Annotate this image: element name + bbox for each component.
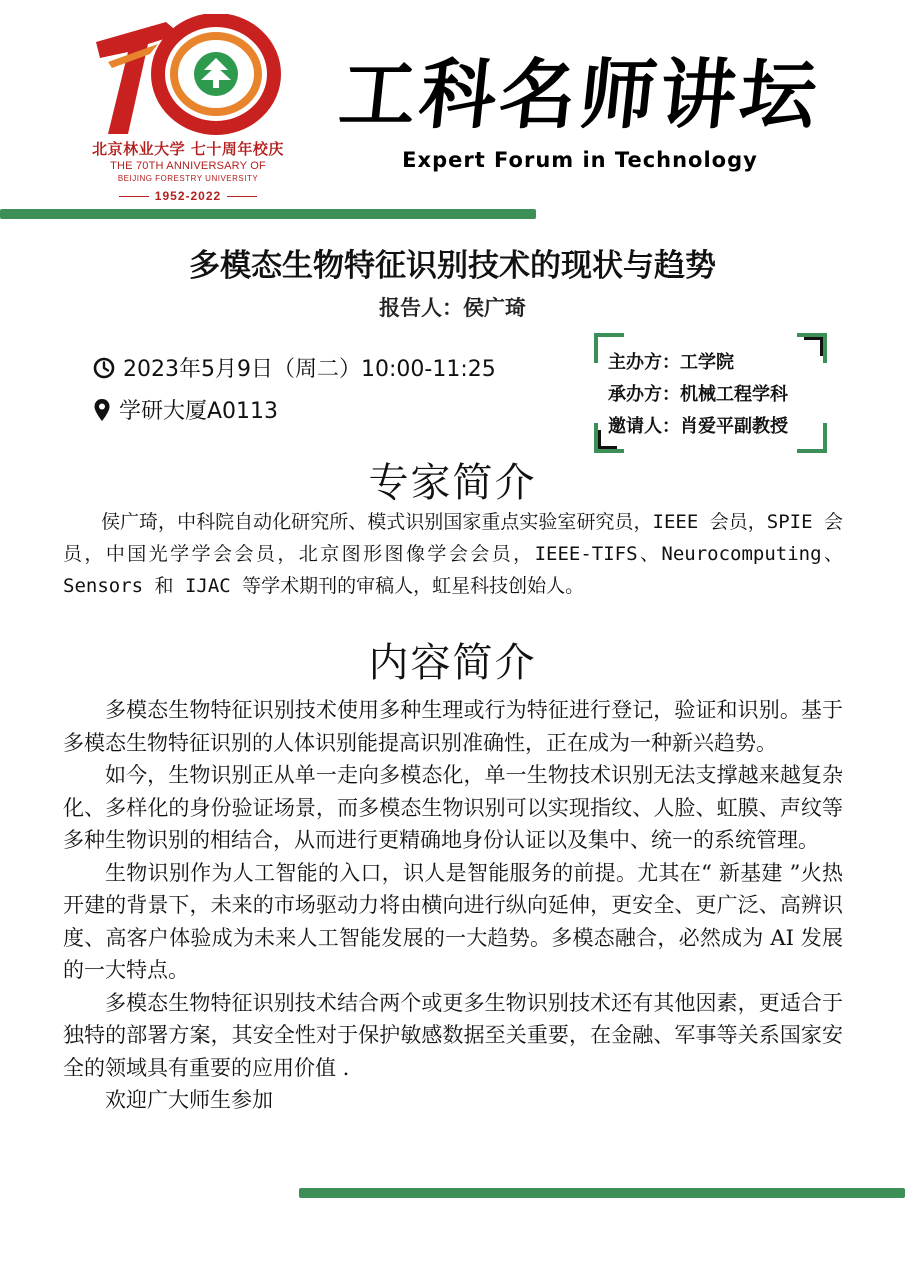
speaker: 报告人：侯广琦 — [379, 296, 526, 320]
organizer-host: 主办方：工学院 — [608, 352, 734, 373]
content-paragraph: 生物识别作为人工智能的入口，识人是智能服务的前提。尤其在“ 新基建 ”火热开建的背景下，未来的市场驱动力将由横向进行纵向延伸，更安全、更广泛、高辨识度、高客户体验成为未来人工智能发展的一大趋势。多模态融合，必然成为 AI 发展的一大特点。 — [63, 860, 843, 982]
frame-corner-inner — [804, 337, 823, 356]
logo-caption-en-1: THE 70TH ANNIVERSARY OF — [110, 160, 266, 172]
organizer-inviter: 邀请人：肖爱平副教授 — [608, 416, 788, 437]
expert-section-heading: 专家简介 — [368, 460, 537, 506]
frame-corner — [797, 423, 827, 453]
welcome-line: 欢迎广大师生参加 — [105, 1088, 273, 1112]
talk-title: 多模态生物特征识别技术的现状与趋势 — [189, 248, 716, 284]
location-line — [93, 394, 278, 425]
content-body — [63, 694, 843, 1117]
location-pin-icon — [93, 398, 111, 422]
forum-title-chinese: 工科名师讲坛 — [335, 50, 825, 139]
content-paragraph: 如今，生物识别正从单一走向多模态化，单一生物技术识别无法支撑越来越复杂化、多样化的身份验证场景，而多模态生物识别可以实现指纹、人脸、虹膜、声纹等多种生物识别的相结合，从而进行更精确地身份认证以及集中、统一的系统管理。 — [63, 763, 843, 852]
clock-icon — [93, 357, 115, 379]
expert-bio: 侯广琦，中科院自动化研究所、模式识别国家重点实验室研究员，IEEE 会员，SPIE 会员，中国光学学会会员，北京图形图像学会会员，IEEE-TIFS、Neurocomputing、Sensors 和 IJAC 等学术期刊的审稿人，虹星科技创始人。 — [63, 511, 843, 597]
content-paragraph: 多模态生物特征识别技术结合两个或更多生物识别技术还有其他因素，更适合于独特的部署方案，其安全性对于保护敏感数据至关重要，在金融、军事等关系国家安全的领域具有重要的应用价值 . — [63, 990, 843, 1080]
content-paragraph: 多模态生物特征识别技术使用多种生理或行为特征进行登记，验证和识别。基于多模态生物特征识别的人体识别能提高识别准确性，正在成为一种新兴趋势。 — [63, 698, 843, 755]
university-70th-anniversary-logo — [88, 14, 288, 203]
bottom-divider-bar — [299, 1188, 905, 1198]
date-time-text: 2023年5月9日（周二）10:00-11:25 — [123, 357, 496, 382]
top-divider-bar — [0, 209, 536, 219]
logo-years: 1952-2022 — [88, 189, 288, 203]
location-text: 学研大厦A0113 — [119, 399, 279, 424]
logo-caption-en-2: BEIJING FORESTRY UNIVERSITY — [117, 174, 259, 183]
content-section-heading: 内容简介 — [368, 640, 537, 686]
organizers-box — [594, 333, 827, 453]
seventy-emblem-icon — [88, 14, 288, 139]
forum-title-english: Expert Forum in Technology — [402, 148, 758, 172]
organizer-co-host: 承办方：机械工程学科 — [608, 384, 788, 405]
date-time-line — [93, 352, 496, 383]
logo-caption-cn: 北京林业大学 七十周年校庆 — [92, 140, 284, 158]
